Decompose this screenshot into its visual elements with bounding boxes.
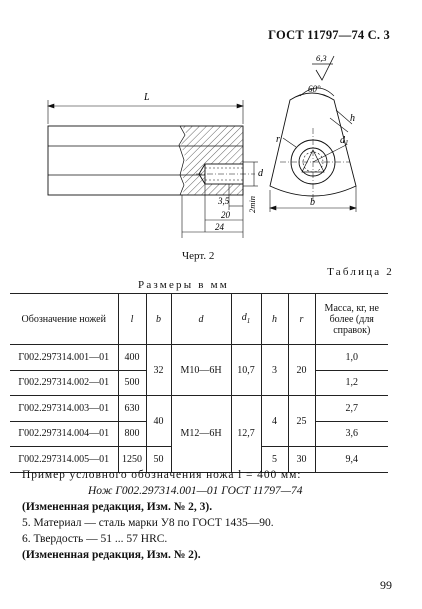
dim-2min-label: 2min	[247, 196, 257, 213]
cell-h: 4	[261, 396, 288, 447]
cell-d1: 12,7	[231, 396, 261, 473]
cell-mass: 2,7	[315, 396, 388, 422]
cell-r: 25	[288, 396, 315, 447]
dim-l-label: L	[144, 92, 150, 103]
table-row	[10, 396, 388, 422]
table-row	[10, 345, 388, 371]
page-number: 99	[380, 578, 392, 592]
cell-h: 5	[261, 447, 288, 473]
cell-l: 1250	[118, 447, 146, 473]
cell-l: 800	[118, 421, 146, 447]
cell-d: M10—6H	[171, 345, 231, 396]
cell-b: 32	[146, 345, 171, 396]
dim-b-label: b	[310, 197, 315, 208]
cell-l: 400	[118, 345, 146, 371]
table-header-row	[10, 294, 388, 345]
roughness-label: 6,3	[316, 53, 327, 63]
figure-caption: Черт. 2	[182, 250, 215, 262]
cell-designation: Г002.297314.001—01	[10, 345, 118, 371]
header-d1: $d_1$	[231, 294, 261, 345]
edition-note-2: (Измененная редакция, Изм. № 2).	[22, 549, 201, 561]
header-l: l	[118, 294, 146, 345]
material-clause: 5. Материал — сталь марки У8 по ГОСТ 1435—90.	[22, 517, 274, 529]
dim-h-label: h	[350, 113, 355, 124]
header-r: r	[288, 294, 315, 345]
hardness-clause: 6. Твердость — 51 ... 57 HRC.	[22, 533, 168, 545]
dim-20-label: 20	[221, 210, 230, 220]
dim-24-label: 24	[215, 222, 224, 232]
dim-3-5-label: 3,5	[218, 196, 230, 206]
cell-designation: Г002.297314.002—01	[10, 370, 118, 396]
cell-d: M12—6H	[171, 396, 231, 473]
dimensions-table	[10, 293, 388, 473]
cell-designation: Г002.297314.005—01	[10, 447, 118, 473]
table-label: Таблица 2	[327, 266, 394, 278]
cell-r: 30	[288, 447, 315, 473]
cell-mass: 1,2	[315, 370, 388, 396]
sizes-label: Размеры в мм	[138, 279, 229, 291]
cell-d1: 10,7	[231, 345, 261, 396]
cell-mass: 9,4	[315, 447, 388, 473]
cell-h: 3	[261, 345, 288, 396]
cell-b: 50	[146, 447, 171, 473]
standard-header: ГОСТ 11797—74 С. 3	[268, 28, 390, 42]
cell-designation: Г002.297314.003—01	[10, 396, 118, 422]
example-designation-code: Нож Г002.297314.001—01 ГОСТ 11797—74	[88, 485, 303, 497]
cell-mass: 3,6	[315, 421, 388, 447]
edition-note-1: (Измененная редакция, Изм. № 2, 3).	[22, 501, 213, 513]
cell-r: 20	[288, 345, 315, 396]
cell-l: 500	[118, 370, 146, 396]
header-designation: Обозначение ножей	[10, 294, 118, 345]
header-h: h	[261, 294, 288, 345]
header-d: d	[171, 294, 231, 345]
angle-60-label: 60°	[308, 84, 321, 94]
cell-l: 630	[118, 396, 146, 422]
dim-d-label: d	[258, 168, 263, 179]
header-b: b	[146, 294, 171, 345]
cell-mass: 1,0	[315, 345, 388, 371]
dim-d1-label: $d_1$	[340, 135, 349, 147]
example-designation-line: Пример условного обозначения ножа l = 400 мм:	[22, 469, 302, 481]
cell-b: 40	[146, 396, 171, 447]
dim-r-label: r	[276, 134, 280, 145]
header-mass: Масса, кг, не более (для справок)	[315, 294, 388, 345]
technical-drawing	[0, 40, 422, 255]
blade-side-view	[48, 126, 255, 195]
cell-designation: Г002.297314.004—01	[10, 421, 118, 447]
